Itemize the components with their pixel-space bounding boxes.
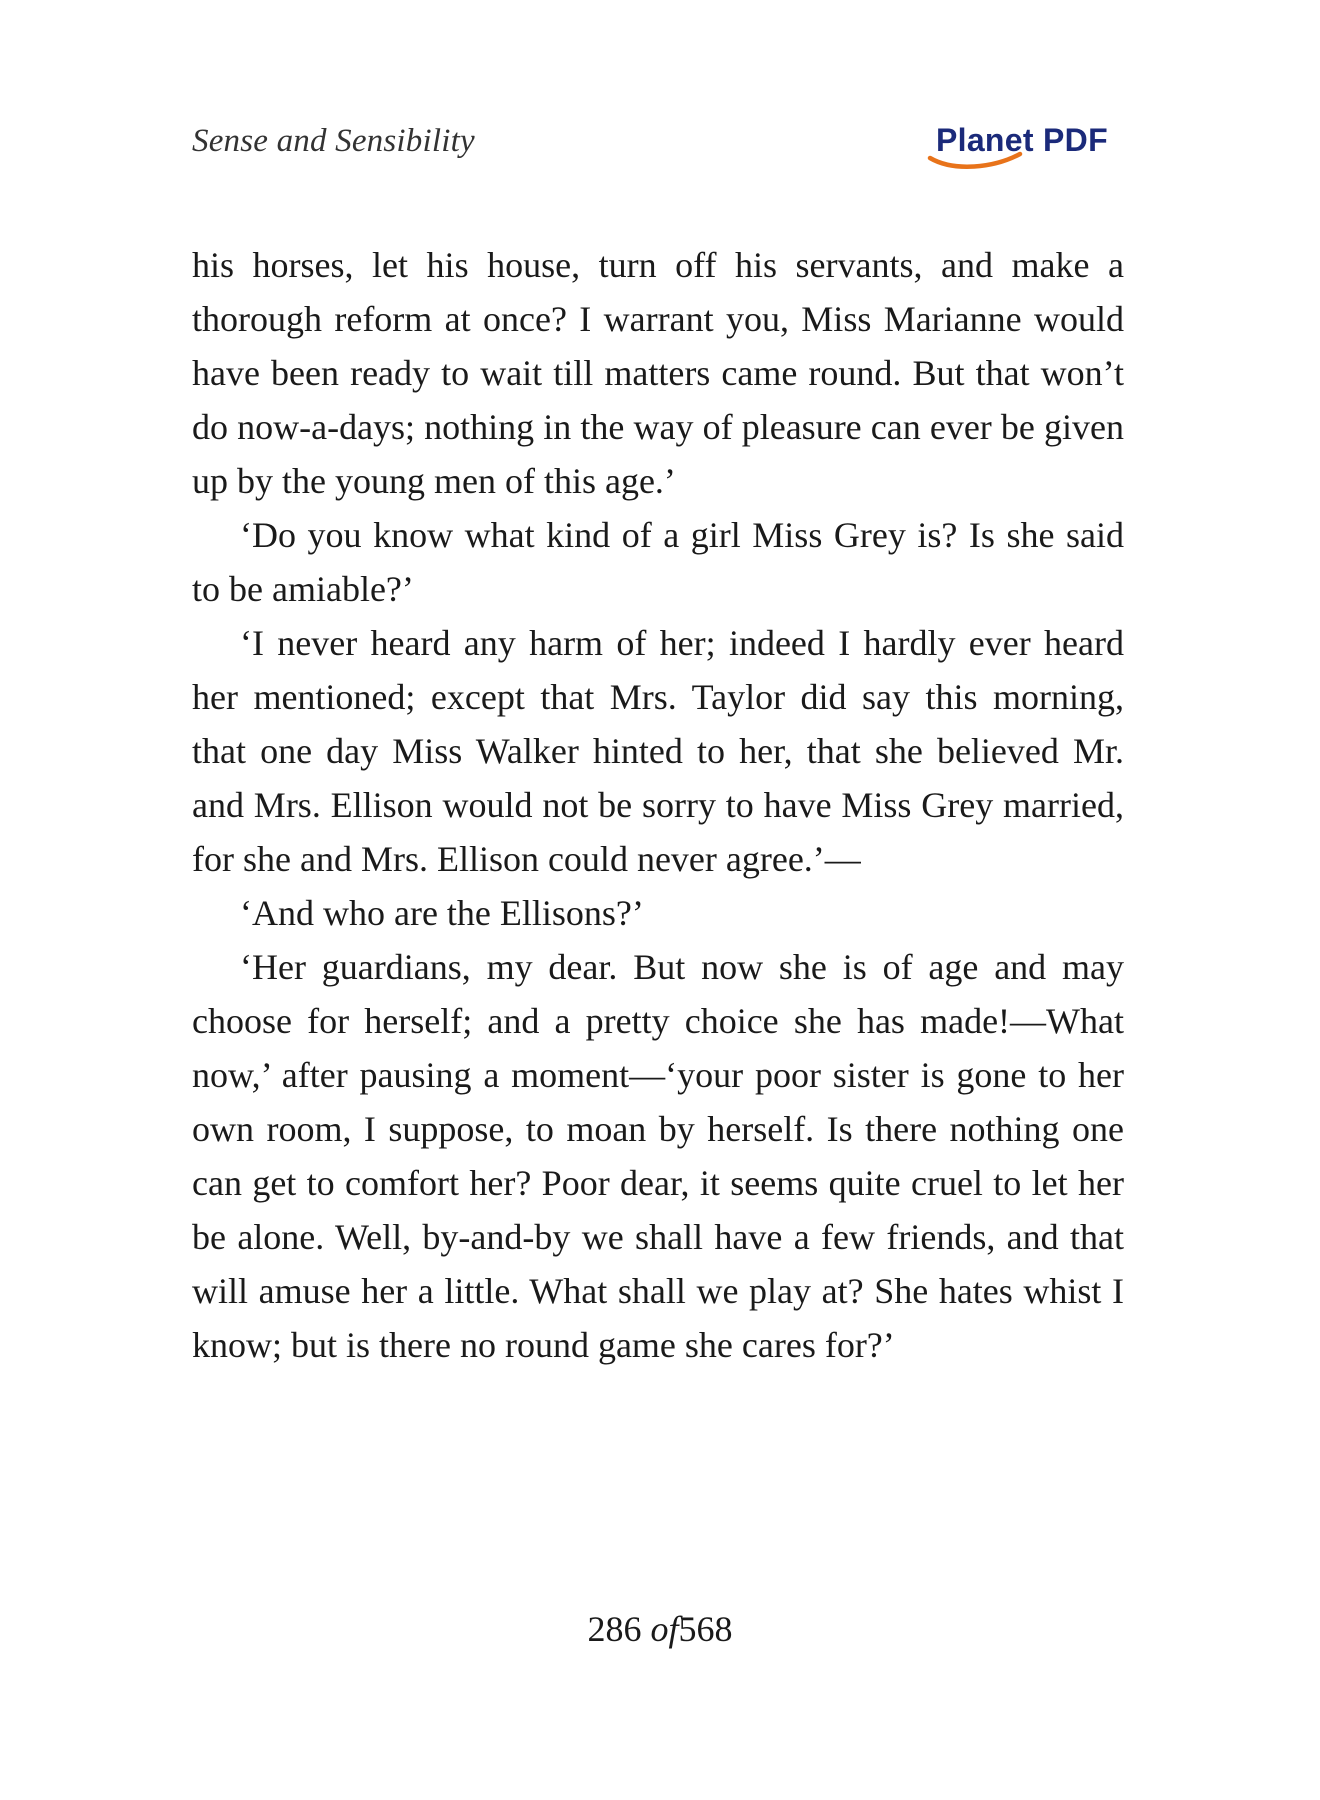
paragraph: ‘I never heard any harm of her; indeed I hardly ever heard her mentioned; except that Mrs. Taylor did say this morning, that one day Miss Walker hinted to her, that she believed Mr. and Mrs. Ellison would not be sorry to have Miss Grey married, for she and Mrs. Ellison could never agree.’— (192, 623, 1124, 879)
paragraph: ‘Do you know what kind of a girl Miss Grey is? Is she said to be amiable?’ (192, 515, 1124, 609)
of-label: of (650, 1609, 679, 1649)
paragraph: his horses, let his house, turn off his servants, and make a thorough reform at once? I warrant you, Miss Marianne would have been ready to wait till matters came round. But that won’t do now-a-days; nothing in the way of pleasure can ever be given up by the young men of this age.’ (192, 245, 1124, 501)
page-number (0, 1608, 1320, 1650)
body-text (192, 238, 1124, 1372)
planet-pdf-logo[interactable] (924, 118, 1124, 170)
logo-text: Planet PDF (936, 122, 1108, 158)
running-title: Sense and Sensibility (192, 123, 475, 159)
page-header (192, 118, 1124, 178)
current-page: 286 (587, 1609, 642, 1649)
total-pages: 568 (678, 1609, 733, 1649)
paragraph: ‘Her guardians, my dear. But now she is of age and may choose for herself; and a pretty choice she has made!—What now,’ after pausing a moment—‘your poor sister is gone to her own room, I suppose, to moan by herself. Is there nothing one can get to comfort her? Poor dear, it seems quite cruel to let her be alone. Well, by-and-by we shall have a few friends, and that will amuse her a little. What shall we play at? She hates whist I know; but is there no round game she cares for?’ (192, 947, 1124, 1365)
paragraph: ‘And who are the Ellisons?’ (240, 893, 644, 933)
